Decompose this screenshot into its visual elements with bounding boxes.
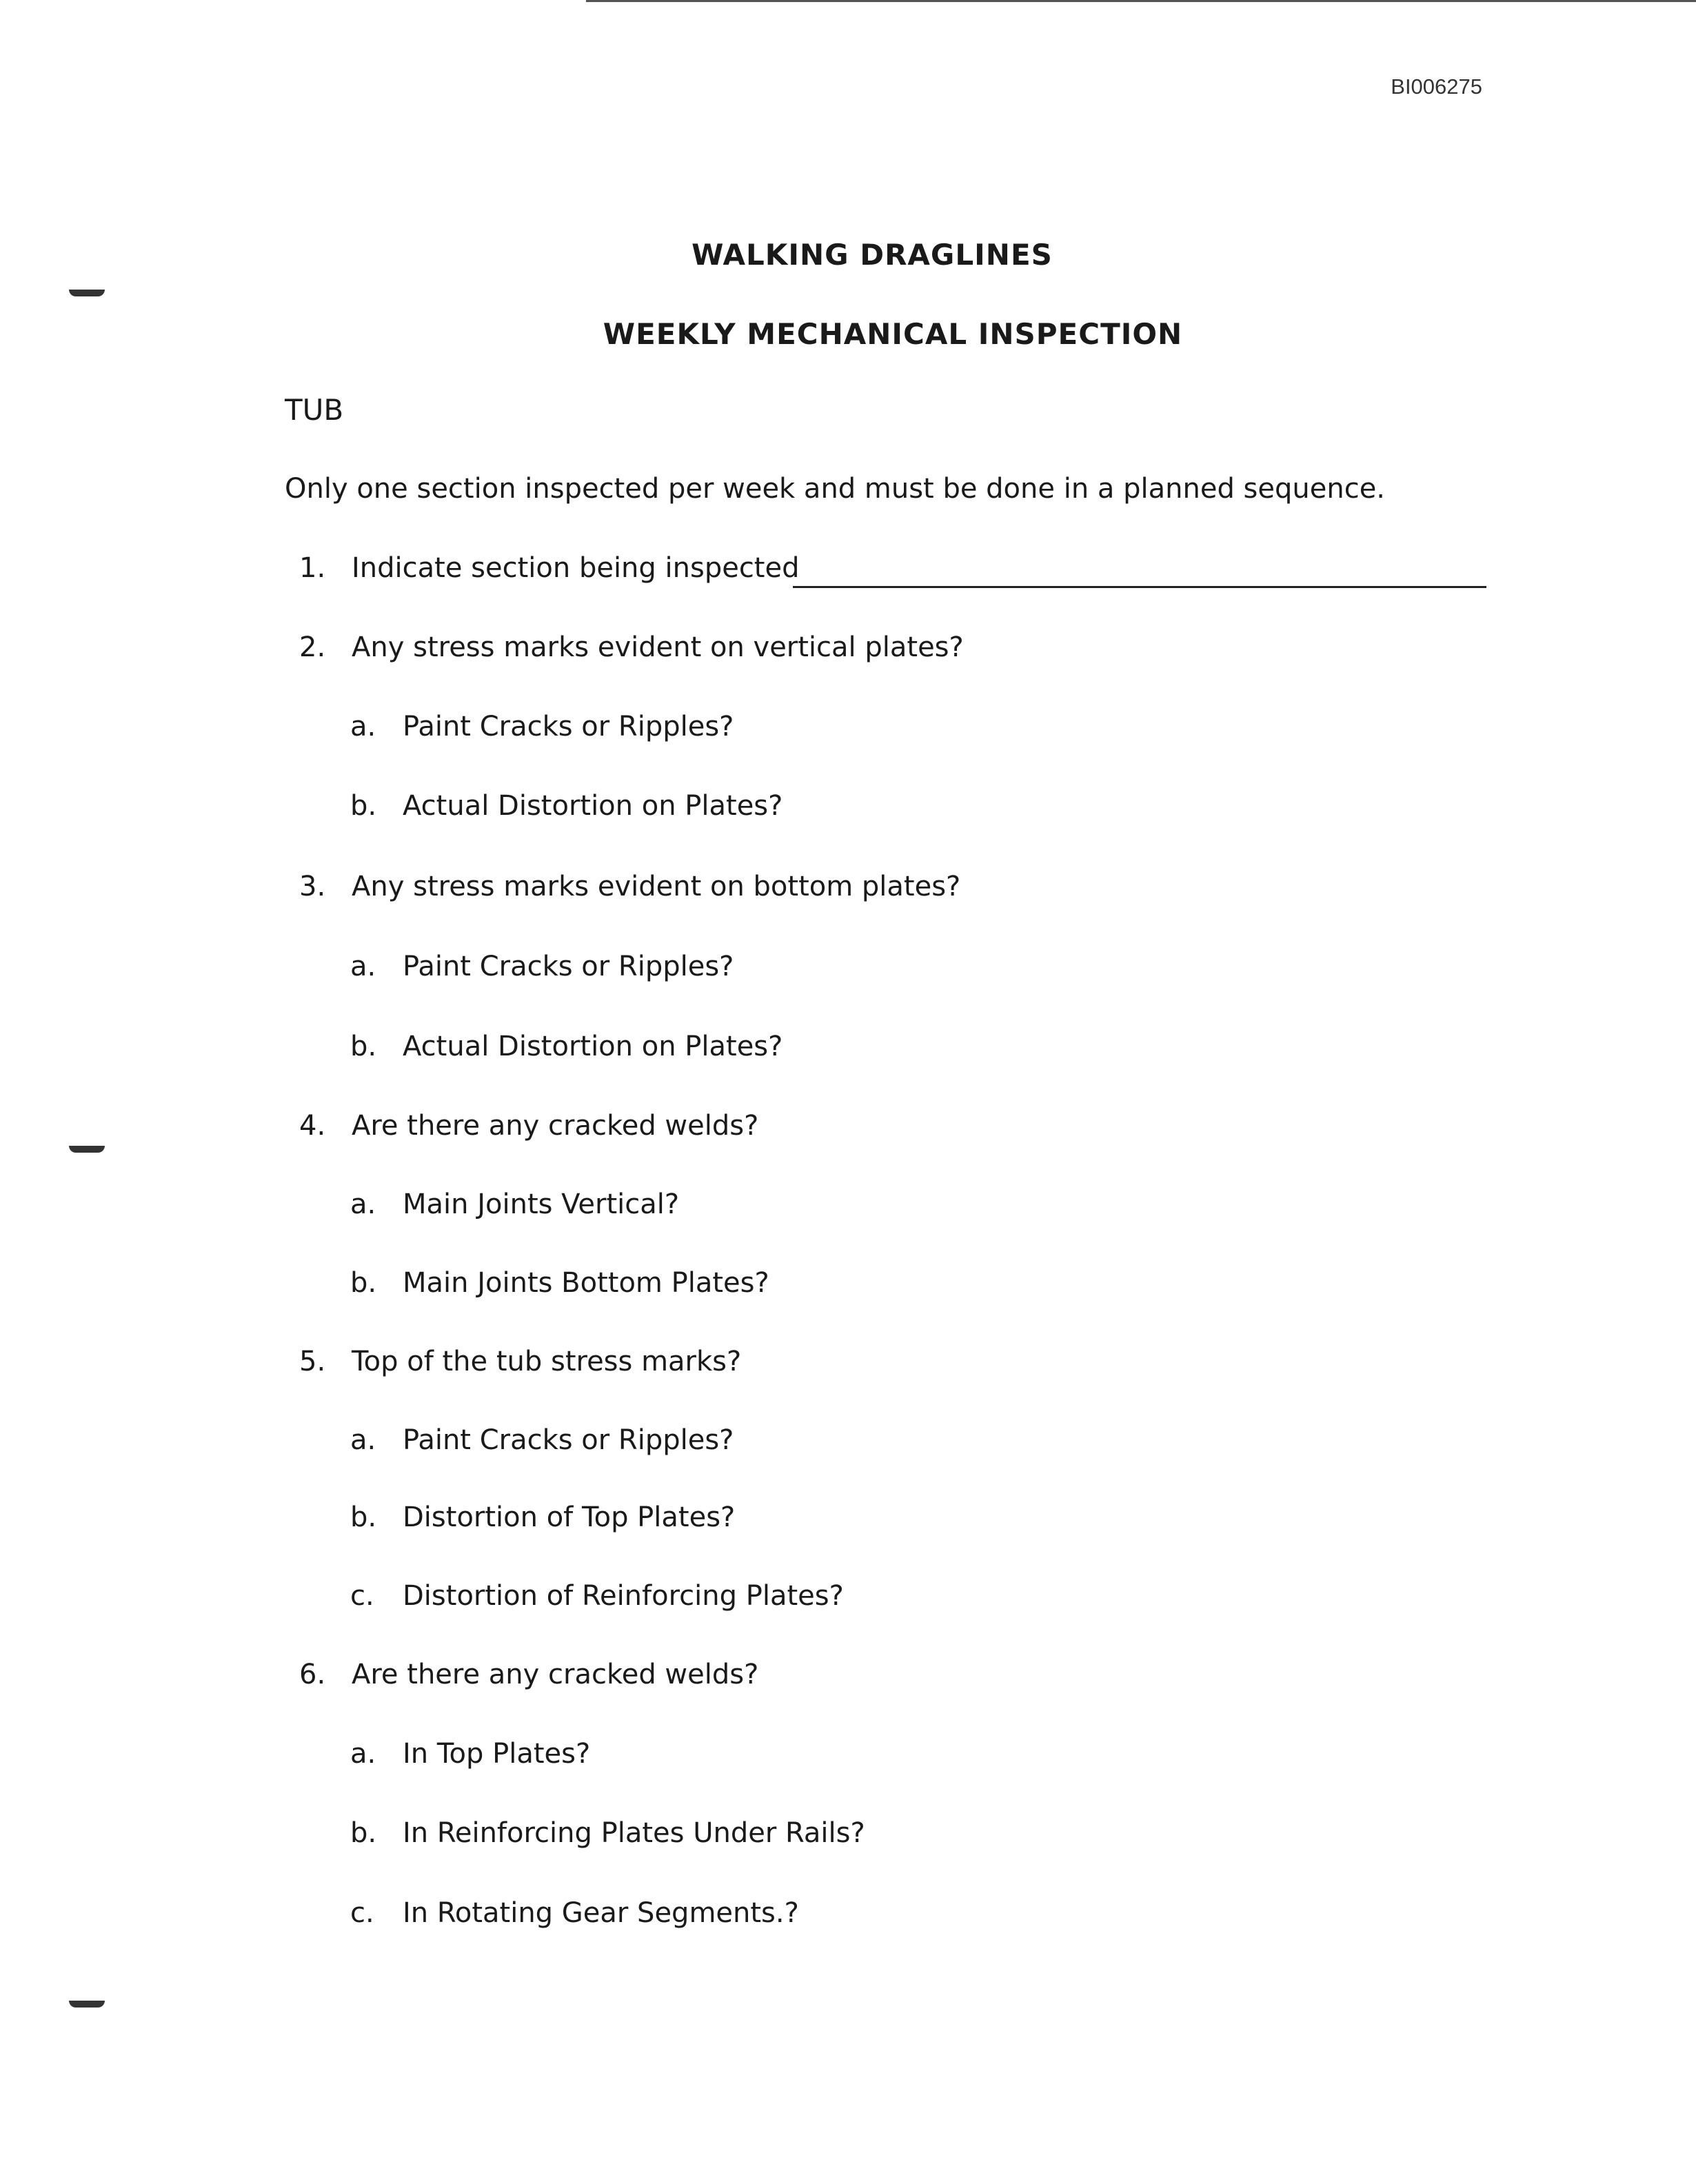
sub-item-text: Main Joints Bottom Plates?	[403, 1267, 769, 1299]
sub-item	[350, 1897, 799, 1929]
sub-item	[350, 1738, 590, 1770]
sub-item-letter: b.	[350, 1817, 377, 1849]
sub-item-letter: b.	[350, 1267, 377, 1299]
sub-item-text: In Top Plates?	[403, 1738, 591, 1770]
top-rule	[586, 0, 1696, 2]
sub-item	[350, 1502, 735, 1533]
binder-hole-mark	[69, 290, 105, 296]
sub-item-letter: a.	[350, 1189, 376, 1220]
sub-item-letter: c.	[350, 1580, 374, 1612]
question-text: Are there any cracked welds?	[352, 1659, 759, 1690]
sub-item-text: Paint Cracks or Ripples?	[403, 951, 734, 982]
question-text: Are there any cracked welds?	[352, 1110, 759, 1142]
question-text: Any stress marks evident on bottom plates?	[352, 871, 961, 902]
question-number: 1.	[299, 552, 326, 584]
sub-item	[350, 1424, 734, 1456]
sub-item-letter: b.	[350, 790, 377, 822]
section-answer-blank[interactable]	[793, 586, 1486, 588]
question-text: Top of the tub stress marks?	[352, 1346, 742, 1377]
sub-item-letter: b.	[350, 1031, 377, 1062]
sub-item	[350, 790, 783, 822]
question-1	[299, 552, 800, 584]
sub-item-text: Actual Distortion on Plates?	[403, 1031, 783, 1062]
question-2	[299, 631, 964, 663]
document-title: WALKING DRAGLINES	[691, 238, 1053, 272]
sub-item-text: Paint Cracks or Ripples?	[403, 711, 734, 742]
sub-item-letter: c.	[350, 1897, 374, 1929]
sub-item-text: Distortion of Reinforcing Plates?	[403, 1580, 844, 1612]
question-4	[299, 1110, 758, 1142]
sub-item-text: Main Joints Vertical?	[403, 1189, 680, 1220]
binder-hole-mark	[69, 1146, 105, 1153]
sub-item-letter: a.	[350, 951, 376, 982]
sub-item	[350, 1031, 783, 1062]
question-number: 4.	[299, 1110, 326, 1142]
question-number: 6.	[299, 1659, 326, 1690]
sub-item	[350, 1267, 769, 1299]
question-5	[299, 1346, 741, 1377]
question-6	[299, 1659, 758, 1690]
binder-hole-mark	[69, 2001, 105, 2008]
sub-item-text: Paint Cracks or Ripples?	[403, 1424, 734, 1456]
sub-item	[350, 1580, 844, 1612]
question-number: 2.	[299, 631, 326, 663]
question-number: 3.	[299, 871, 326, 902]
sub-item	[350, 1189, 679, 1220]
sub-item-letter: b.	[350, 1502, 377, 1533]
sub-item	[350, 1817, 865, 1849]
sub-item-text: In Rotating Gear Segments.?	[403, 1897, 799, 1929]
section-heading: TUB	[285, 393, 344, 427]
sub-item-text: In Reinforcing Plates Under Rails?	[403, 1817, 865, 1849]
sub-item-letter: a.	[350, 711, 376, 742]
sub-item	[350, 951, 734, 982]
instruction-text: Only one section inspected per week and must be done in a planned sequence.	[285, 473, 1386, 505]
sub-item-letter: a.	[350, 1738, 376, 1770]
question-number: 5.	[299, 1346, 326, 1377]
document-id: BI006275	[1391, 74, 1482, 99]
sub-item	[350, 711, 734, 742]
sub-item-text: Actual Distortion on Plates?	[403, 790, 783, 822]
question-text: Indicate section being inspected	[352, 552, 800, 584]
sub-item-text: Distortion of Top Plates?	[403, 1502, 736, 1533]
question-3	[299, 871, 960, 902]
question-text: Any stress marks evident on vertical plates?	[352, 631, 964, 663]
sub-item-letter: a.	[350, 1424, 376, 1456]
document-subtitle: WEEKLY MECHANICAL INSPECTION	[603, 317, 1183, 351]
